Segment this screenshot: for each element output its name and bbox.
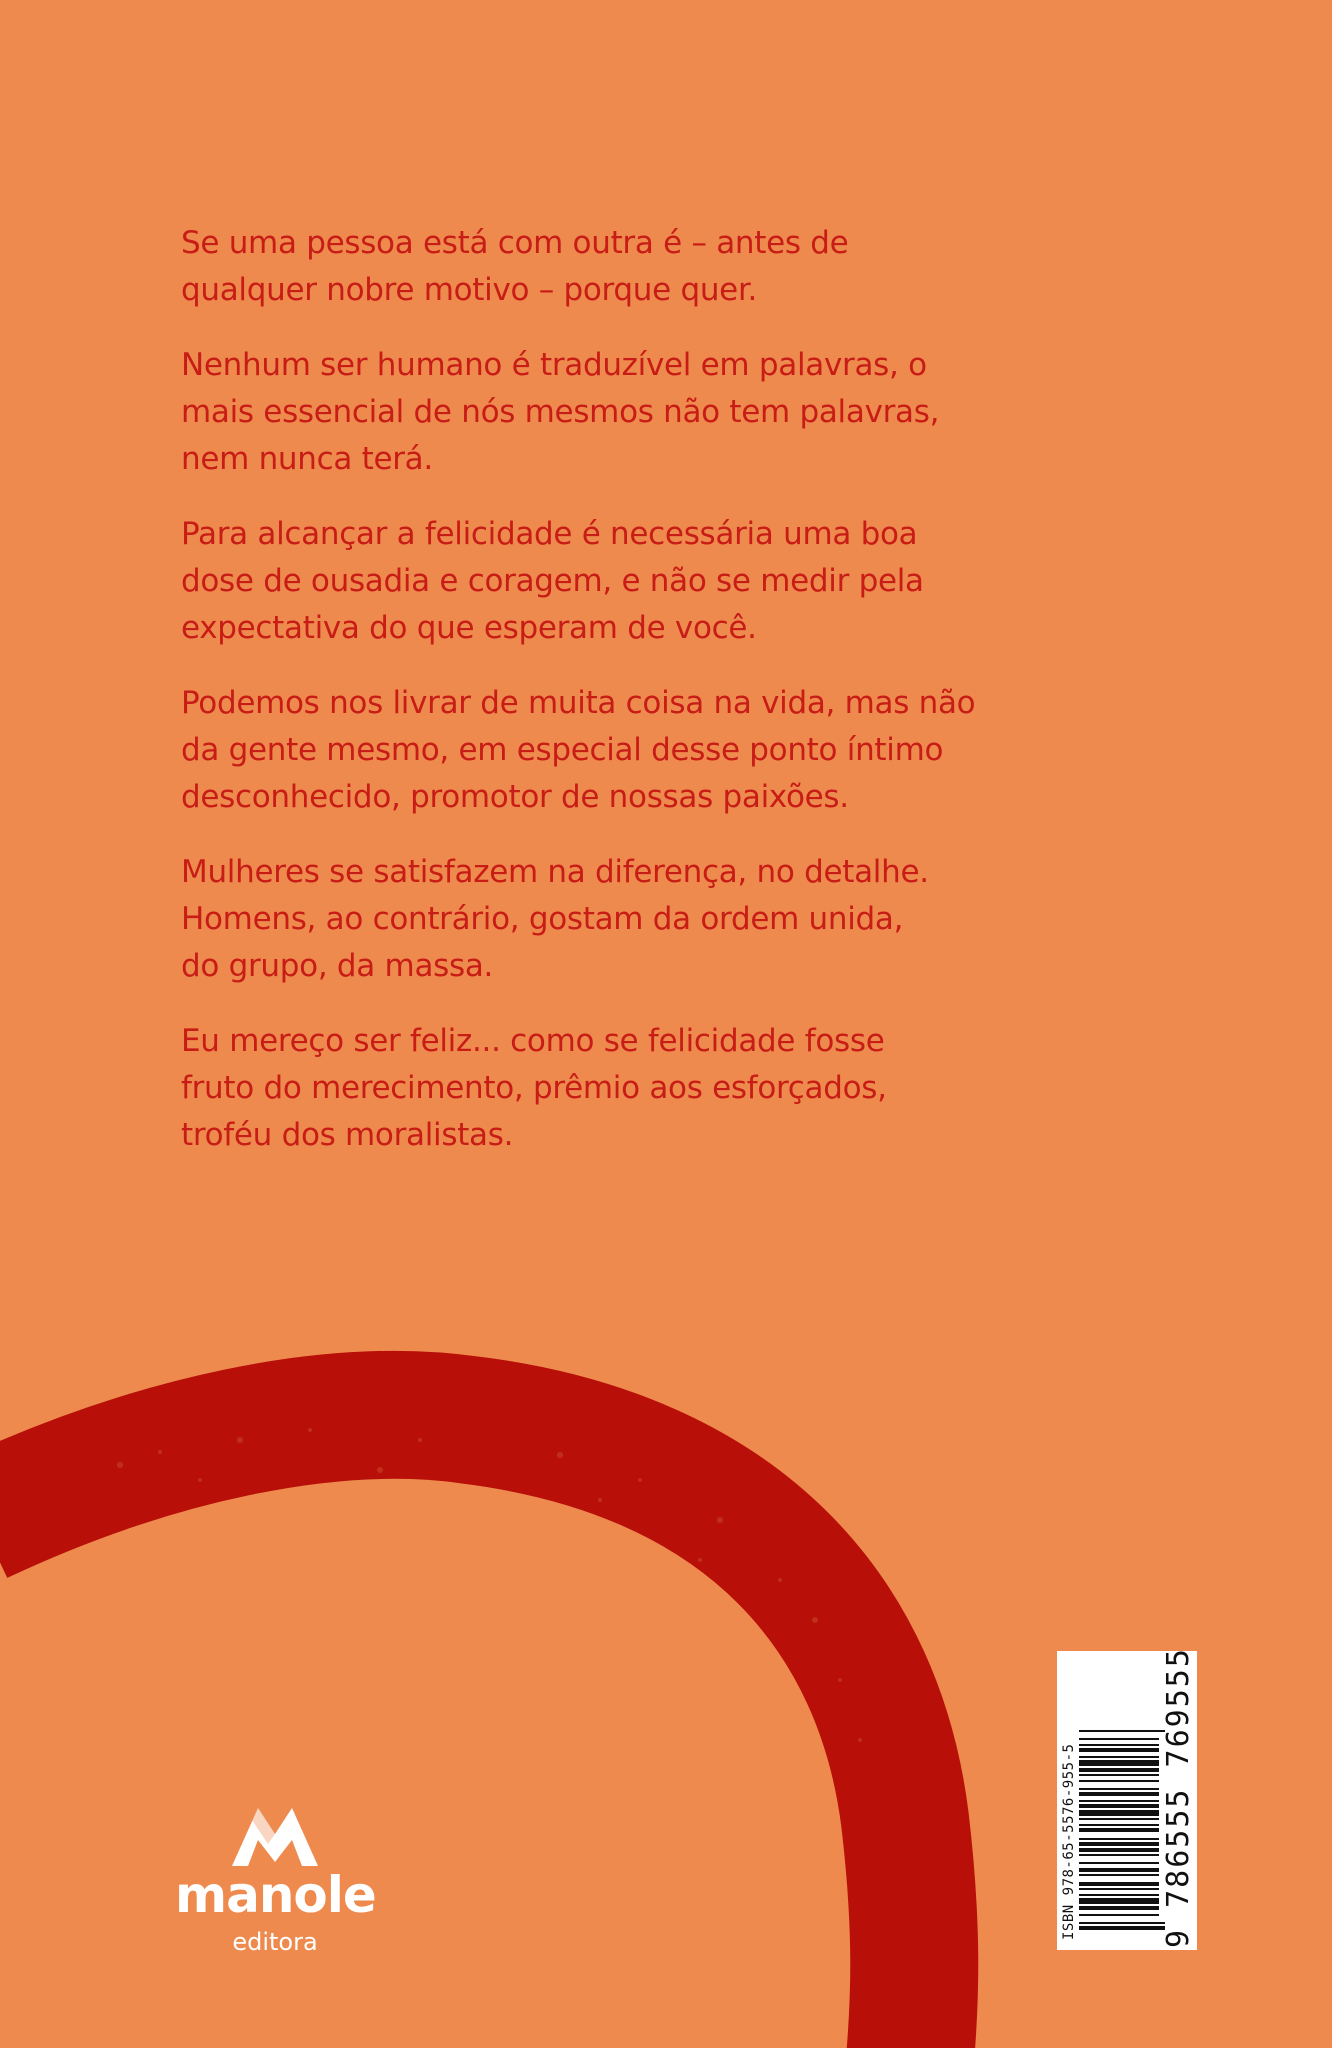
quote-1 xyxy=(181,220,1061,314)
quote-line: Podemos nos livrar de muita coisa na vida, mas não xyxy=(181,685,976,721)
quote-line: nem nunca terá. xyxy=(181,441,433,477)
quote-3 xyxy=(181,511,1061,652)
isbn-label: ISBN 978-65-5576-955-5 xyxy=(1061,1743,1077,1940)
quote-line: mais essencial de nós mesmos não tem palavras, xyxy=(181,394,940,430)
barcode-bar xyxy=(1079,1926,1165,1930)
barcode-bar xyxy=(1079,1848,1159,1852)
barcode-bar xyxy=(1079,1800,1159,1802)
quote-line: Para alcançar a felicidade é necessária uma boa xyxy=(181,516,918,552)
quote-line: Homens, ao contrário, gostam da ordem unida, xyxy=(181,901,904,937)
quote-4 xyxy=(181,680,1061,821)
barcode-bar xyxy=(1079,1894,1159,1896)
quote-line: qualquer nobre motivo – porque quer. xyxy=(181,272,758,308)
barcode-bar xyxy=(1079,1756,1159,1758)
barcode-bar xyxy=(1079,1768,1159,1772)
isbn-barcode xyxy=(1057,1647,1197,1950)
barcode-bar xyxy=(1079,1914,1159,1916)
quote-line: troféu dos moralistas. xyxy=(181,1117,514,1153)
barcode-bar xyxy=(1079,1810,1159,1816)
barcode-bar xyxy=(1079,1868,1159,1872)
quote-line: desconhecido, promotor de nossas paixões. xyxy=(181,779,849,815)
quote-2 xyxy=(181,342,1061,483)
barcode-bar xyxy=(1079,1898,1159,1904)
quote-line: dose de ousadia e coragem, e não se medir pela xyxy=(181,563,924,599)
barcode-bar xyxy=(1079,1792,1159,1796)
barcode-bar xyxy=(1079,1730,1165,1732)
barcode-bar xyxy=(1079,1748,1159,1752)
barcode-bar xyxy=(1079,1738,1159,1740)
barcode-bar xyxy=(1079,1906,1159,1910)
barcode-bar xyxy=(1079,1888,1159,1890)
barcode-bar xyxy=(1079,1774,1159,1776)
barcode-bar xyxy=(1079,1788,1159,1790)
quote-line: fruto do merecimento, prêmio aos esforçados, xyxy=(181,1070,887,1106)
barcode-bar xyxy=(1079,1804,1159,1808)
barcode-bar xyxy=(1079,1818,1159,1820)
barcode-bar xyxy=(1079,1744,1159,1746)
publisher-subtitle: editora xyxy=(232,1928,318,1956)
quote-line: Eu mereço ser feliz... como se felicidade fosse xyxy=(181,1023,885,1059)
quote-line: Nenhum ser humano é traduzível em palavras, o xyxy=(181,347,927,383)
quote-line: da gente mesmo, em especial desse ponto íntimo xyxy=(181,732,944,768)
publisher-logo xyxy=(175,1800,375,1960)
quote-6 xyxy=(181,1018,1061,1159)
barcode-bar xyxy=(1079,1780,1159,1782)
barcode-bar xyxy=(1079,1854,1159,1856)
quote-5 xyxy=(181,849,1061,990)
isbn-digits: 9 786555 769555 xyxy=(1161,1647,1196,1948)
barcode-bars xyxy=(1079,1662,1165,1930)
barcode-bar xyxy=(1079,1824,1159,1826)
barcode-bar xyxy=(1079,1842,1159,1846)
barcode-bar xyxy=(1079,1922,1165,1924)
barcode-bar xyxy=(1079,1838,1159,1840)
quote-line: Mulheres se satisfazem na diferença, no detalhe. xyxy=(181,854,929,890)
barcode-bar xyxy=(1079,1862,1159,1864)
quote-line: do grupo, da massa. xyxy=(181,948,494,984)
barcode-bar xyxy=(1079,1760,1159,1766)
quote-line: Se uma pessoa está com outra é – antes de xyxy=(181,225,849,261)
barcode-bar xyxy=(1079,1828,1159,1832)
publisher-name: manole xyxy=(175,1866,376,1924)
manole-m-logo-icon xyxy=(228,1800,322,1868)
barcode-bar xyxy=(1079,1882,1159,1886)
quote-line: expectativa do que esperam de você. xyxy=(181,610,757,646)
quotes-block xyxy=(181,220,1061,1187)
barcode-bar xyxy=(1079,1874,1159,1876)
